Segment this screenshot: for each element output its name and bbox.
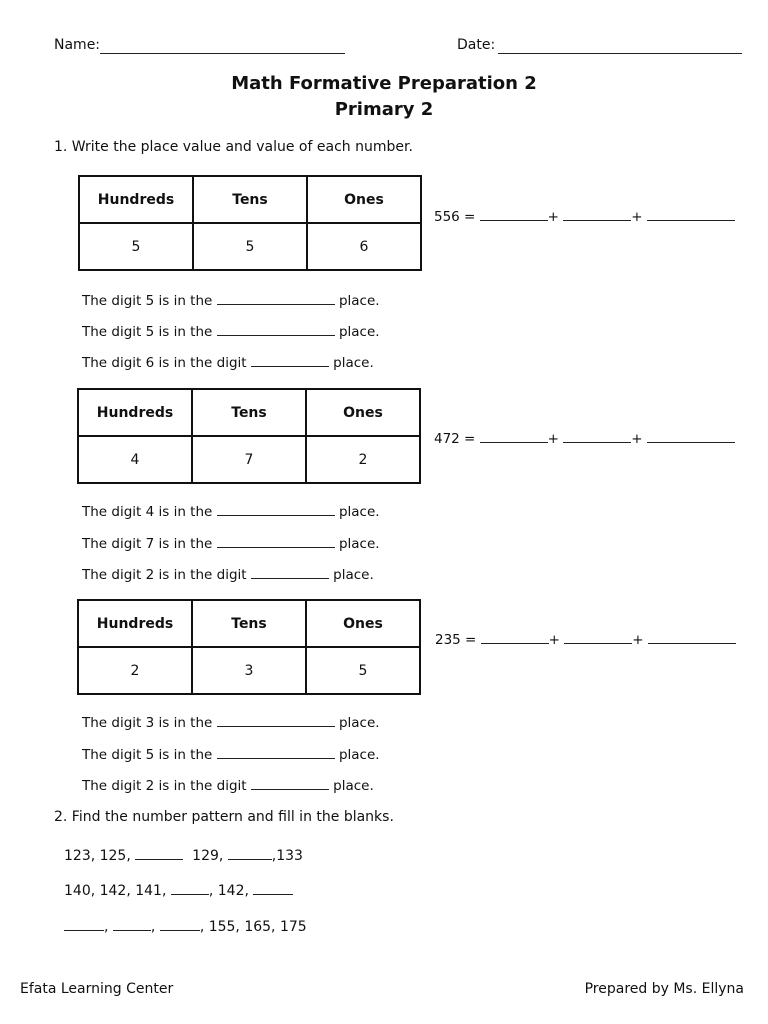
place-blank[interactable] <box>251 775 329 790</box>
pattern-blank[interactable] <box>113 916 151 931</box>
question-2-prompt: 2. Find the number pattern and fill in the blanks. <box>54 809 394 825</box>
equation-blank[interactable] <box>647 206 735 221</box>
pattern-blank[interactable] <box>228 845 272 860</box>
header-tens: Tens <box>192 600 306 647</box>
sentence-text: The digit 6 is in the digit <box>82 355 247 371</box>
equation-blank[interactable] <box>480 428 548 443</box>
header-ones: Ones <box>306 600 420 647</box>
expanded-form-equation-3 <box>435 629 736 648</box>
header-ones: Ones <box>307 176 421 223</box>
sentence-end: place. <box>338 747 380 763</box>
expanded-form-equation-1 <box>434 206 735 225</box>
date-label: Date: <box>457 37 496 53</box>
pattern-blank[interactable] <box>135 845 183 860</box>
equation-number: 556 = <box>434 209 476 225</box>
sentence-text: The digit 4 is in the <box>82 504 213 520</box>
equation-blank[interactable] <box>480 206 548 221</box>
equation-blank[interactable] <box>563 206 631 221</box>
footer-right: Prepared by Ms. Ellyna <box>584 981 744 997</box>
header-hundreds: Hundreds <box>78 389 192 436</box>
page-subtitle: Primary 2 <box>334 99 434 120</box>
digit-hundreds: 2 <box>78 647 192 694</box>
equation-blank[interactable] <box>647 428 735 443</box>
pattern-row-2 <box>64 880 293 899</box>
sentence-text: The digit 7 is in the <box>82 536 213 552</box>
question-1-prompt: 1. Write the place value and value of each number. <box>54 139 413 155</box>
sentence-end: place. <box>333 778 374 794</box>
sentence-text: The digit 5 is in the <box>82 324 213 340</box>
pattern-numbers: , 155, 165, 175 <box>199 919 307 935</box>
place-blank[interactable] <box>251 564 329 579</box>
place-sentence <box>82 744 380 763</box>
header-ones: Ones <box>306 389 420 436</box>
digit-ones: 6 <box>307 223 421 270</box>
pattern-blank[interactable] <box>253 880 293 895</box>
pattern-separator: , <box>150 919 156 935</box>
sentence-end: place. <box>338 293 380 309</box>
place-sentence <box>82 352 374 371</box>
place-blank[interactable] <box>217 321 335 336</box>
place-sentence <box>82 775 374 794</box>
equation-blank[interactable] <box>563 428 631 443</box>
plus-sign: + <box>547 209 559 225</box>
place-blank[interactable] <box>217 533 335 548</box>
place-sentence <box>82 564 374 583</box>
sentence-end: place. <box>338 536 380 552</box>
pattern-numbers: 129, <box>192 848 224 864</box>
pattern-blank[interactable] <box>160 916 200 931</box>
sentence-text: The digit 2 is in the digit <box>82 778 247 794</box>
name-blank[interactable] <box>100 37 345 54</box>
place-value-table-1 <box>78 175 422 271</box>
pattern-numbers: ,133 <box>271 848 303 864</box>
sentence-end: place. <box>338 504 380 520</box>
header-tens: Tens <box>192 389 306 436</box>
sentence-text: The digit 3 is in the <box>82 715 213 731</box>
sentence-text: The digit 5 is in the <box>82 747 213 763</box>
place-sentence <box>82 533 380 552</box>
place-value-table-2 <box>77 388 421 484</box>
pattern-numbers: 123, 125, <box>64 848 131 864</box>
header-hundreds: Hundreds <box>78 600 192 647</box>
plus-sign: + <box>631 209 643 225</box>
place-sentence <box>82 290 380 309</box>
digit-ones: 5 <box>306 647 420 694</box>
equation-blank[interactable] <box>648 629 736 644</box>
digit-hundreds: 5 <box>79 223 193 270</box>
equation-number: 472 = <box>434 431 476 447</box>
digit-ones: 2 <box>306 436 420 483</box>
pattern-separator: , <box>104 919 109 935</box>
header-tens: Tens <box>193 176 307 223</box>
name-label: Name: <box>54 37 101 53</box>
plus-sign: + <box>547 431 559 447</box>
digit-tens: 5 <box>193 223 307 270</box>
place-blank[interactable] <box>217 712 335 727</box>
sentence-end: place. <box>333 567 374 583</box>
place-blank[interactable] <box>217 290 335 305</box>
digit-hundreds: 4 <box>78 436 192 483</box>
page-title: Math Formative Preparation 2 <box>231 73 537 94</box>
equation-blank[interactable] <box>564 629 632 644</box>
plus-sign: + <box>548 632 560 648</box>
digit-tens: 7 <box>192 436 306 483</box>
place-sentence <box>82 712 380 731</box>
expanded-form-equation-2 <box>434 428 735 447</box>
place-sentence <box>82 501 380 520</box>
sentence-end: place. <box>333 355 374 371</box>
digit-tens: 3 <box>192 647 306 694</box>
date-blank[interactable] <box>498 37 742 54</box>
place-value-table-3 <box>77 599 421 695</box>
pattern-blank[interactable] <box>64 916 104 931</box>
equation-blank[interactable] <box>481 629 549 644</box>
place-sentence <box>82 321 380 340</box>
pattern-row-1 <box>64 845 303 864</box>
sentence-end: place. <box>338 715 380 731</box>
header-hundreds: Hundreds <box>79 176 193 223</box>
pattern-row-3 <box>64 916 307 935</box>
pattern-blank[interactable] <box>171 880 209 895</box>
footer-left: Efata Learning Center <box>20 981 174 997</box>
place-blank[interactable] <box>217 744 335 759</box>
plus-sign: + <box>632 632 644 648</box>
pattern-numbers: , 142, <box>208 883 249 899</box>
plus-sign: + <box>631 431 643 447</box>
place-blank[interactable] <box>217 501 335 516</box>
pattern-numbers: 140, 142, 141, <box>64 883 167 899</box>
sentence-end: place. <box>338 324 380 340</box>
place-blank[interactable] <box>251 352 329 367</box>
sentence-text: The digit 5 is in the <box>82 293 213 309</box>
equation-number: 235 = <box>435 632 477 648</box>
sentence-text: The digit 2 is in the digit <box>82 567 247 583</box>
